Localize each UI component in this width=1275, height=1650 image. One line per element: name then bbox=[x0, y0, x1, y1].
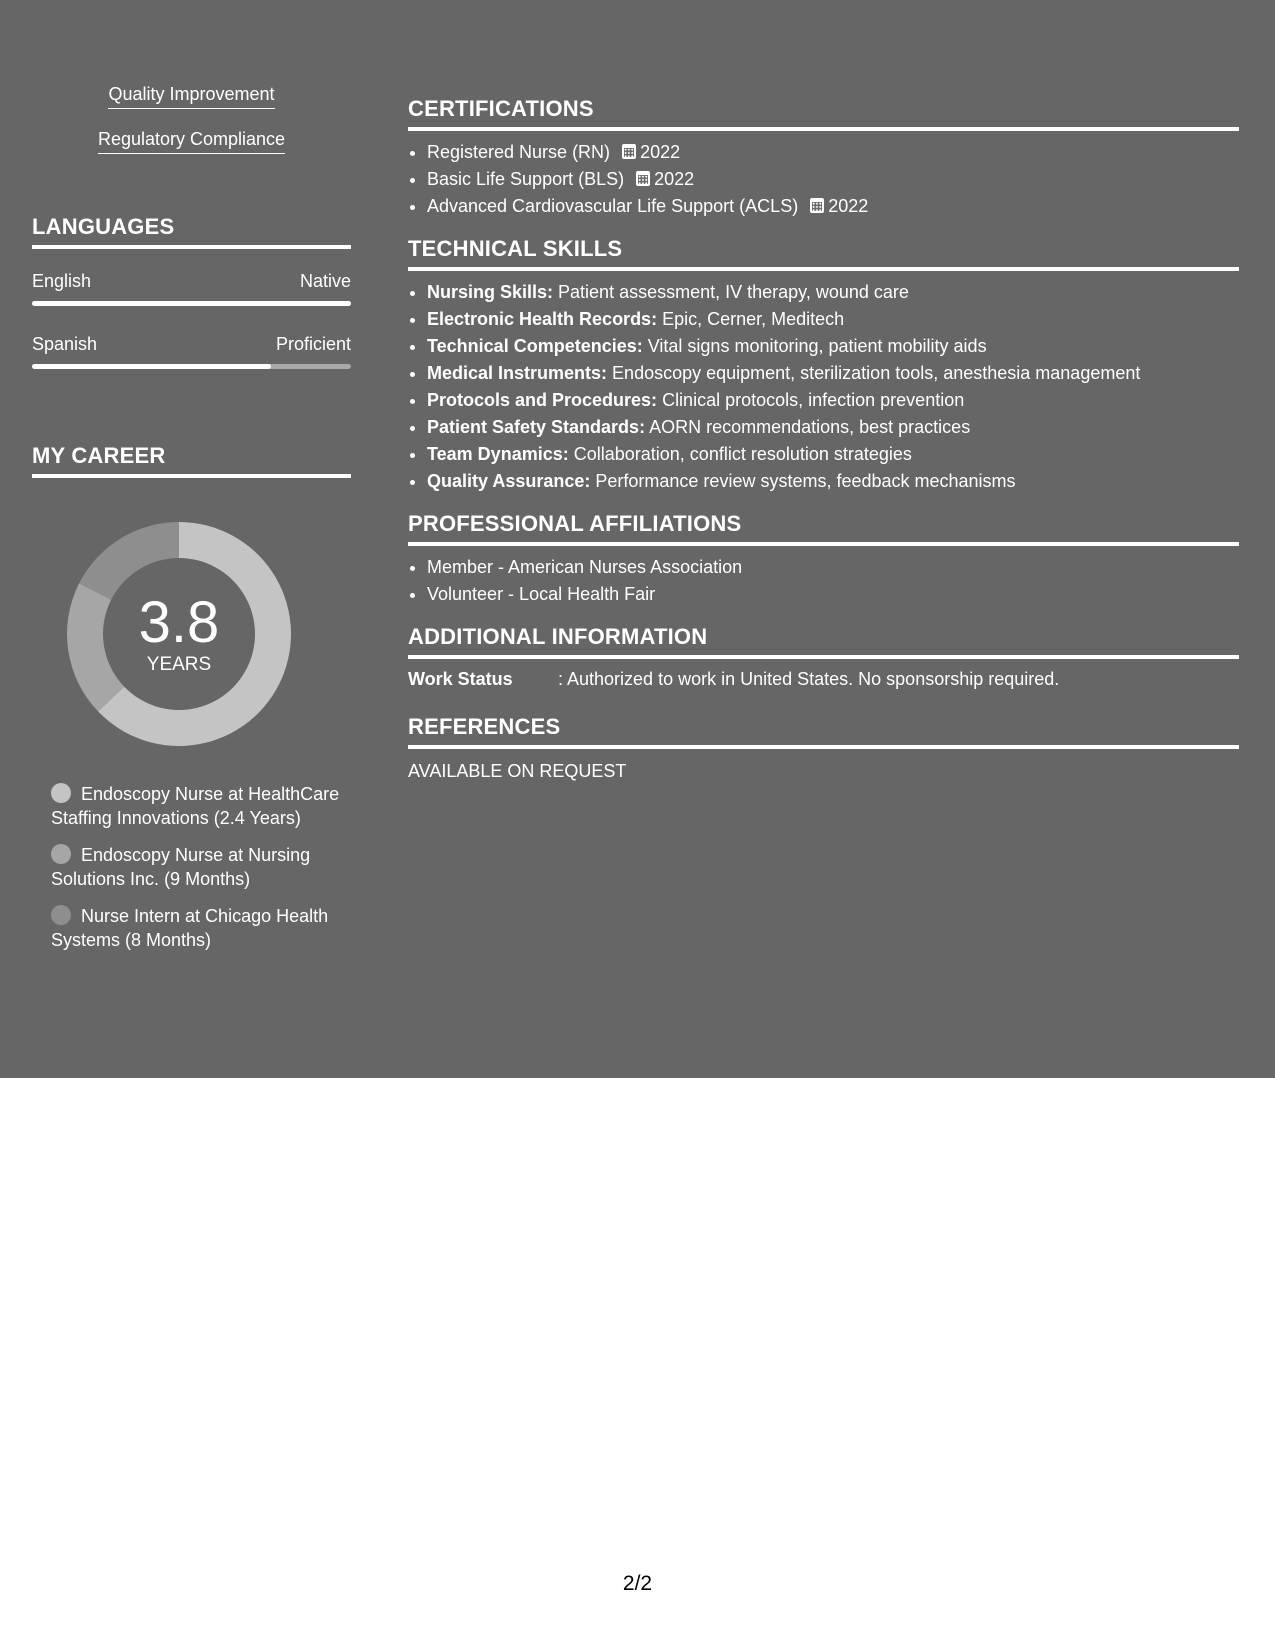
skill-item bbox=[427, 306, 1239, 333]
career-total-number: 3.8 bbox=[138, 590, 220, 655]
career-legend bbox=[32, 782, 341, 952]
skill-item bbox=[427, 387, 1239, 414]
skill-tag: Regulatory Compliance bbox=[98, 129, 285, 154]
certification-year: 2022 bbox=[654, 169, 695, 189]
language-level: Native bbox=[299, 271, 351, 291]
work-status-value: : Authorized to work in United States. No sponsorship required. bbox=[558, 669, 1060, 689]
certification-item bbox=[427, 193, 1239, 220]
donut-segment-2 bbox=[79, 522, 179, 600]
certifications-title: CERTIFICATIONS bbox=[408, 96, 1239, 131]
sidebar bbox=[32, 84, 351, 965]
language-proficiency-bar bbox=[32, 364, 351, 369]
references-title: REFERENCES bbox=[408, 714, 1239, 749]
skill-label: Nursing Skills: bbox=[427, 282, 554, 302]
language-row bbox=[32, 271, 351, 292]
skill-value: Performance review systems, feedback mechanisms bbox=[590, 471, 1016, 491]
career-legend-label: Endoscopy Nurse at Nursing Solutions Inc. (9 Months) bbox=[51, 845, 311, 889]
work-status-row bbox=[408, 669, 1239, 690]
calendar-icon bbox=[622, 144, 636, 159]
additional-info-title: ADDITIONAL INFORMATION bbox=[408, 624, 1239, 659]
career-total-unit: YEARS bbox=[146, 654, 212, 675]
language-proficiency-fill bbox=[32, 364, 271, 369]
skill-value: Patient assessment, IV therapy, wound care bbox=[553, 282, 909, 302]
language-name: English bbox=[32, 271, 92, 291]
skill-tag: Quality Improvement bbox=[108, 84, 274, 109]
skill-label: Quality Assurance: bbox=[427, 471, 591, 491]
certification-item bbox=[427, 166, 1239, 193]
legend-dot-icon bbox=[51, 844, 71, 864]
legend-dot-icon bbox=[51, 783, 71, 803]
skill-item bbox=[427, 333, 1239, 360]
skill-value: Clinical protocols, infection prevention bbox=[657, 390, 965, 410]
technical-skills-title: TECHNICAL SKILLS bbox=[408, 236, 1239, 271]
skill-tag-row bbox=[32, 129, 351, 174]
career-legend-label: Endoscopy Nurse at HealthCare Staffing Innovations (2.4 Years) bbox=[51, 784, 340, 828]
career-total bbox=[67, 590, 291, 676]
career-title: MY CAREER bbox=[32, 443, 351, 478]
affiliation-item: • Member - American Nurses Association bbox=[427, 554, 1239, 581]
skill-value: Collaboration, conflict resolution strategies bbox=[568, 444, 912, 464]
legend-dot-icon bbox=[51, 905, 71, 925]
certification-year: 2022 bbox=[828, 196, 869, 216]
skill-tag-row bbox=[32, 84, 351, 129]
skill-item bbox=[427, 279, 1239, 306]
certifications-list bbox=[408, 139, 1239, 220]
certification-name: Registered Nurse (RN) bbox=[427, 142, 611, 162]
career-legend-item bbox=[51, 782, 341, 830]
skill-label: Technical Competencies: bbox=[427, 336, 643, 356]
skill-label: Patient Safety Standards: bbox=[427, 417, 646, 437]
language-row bbox=[32, 334, 351, 355]
skill-item bbox=[427, 468, 1239, 495]
career-legend-item bbox=[51, 904, 341, 952]
career-donut-chart bbox=[67, 522, 291, 746]
skill-label: Medical Instruments: bbox=[427, 363, 608, 383]
work-status-label: Work Status bbox=[408, 669, 513, 689]
skill-item bbox=[427, 441, 1239, 468]
main-content bbox=[408, 96, 1239, 782]
calendar-icon bbox=[636, 171, 650, 186]
certification-item bbox=[427, 139, 1239, 166]
calendar-icon bbox=[810, 198, 824, 213]
page-number: 2/2 bbox=[622, 1572, 653, 1595]
skill-label: Electronic Health Records: bbox=[427, 309, 658, 329]
skill-item bbox=[427, 360, 1239, 387]
career-legend-label: Nurse Intern at Chicago Health Systems (8 Months) bbox=[51, 906, 329, 950]
career-legend-item bbox=[51, 843, 341, 891]
certification-name: Basic Life Support (BLS) bbox=[427, 169, 625, 189]
skill-value: AORN recommendations, best practices bbox=[645, 417, 971, 437]
language-level: Proficient bbox=[275, 334, 351, 354]
affiliation-item: • Volunteer - Local Health Fair bbox=[427, 581, 1239, 608]
skill-value: Epic, Cerner, Meditech bbox=[657, 309, 845, 329]
skill-label: Protocols and Procedures: bbox=[427, 390, 658, 410]
skill-value: Vital signs monitoring, patient mobility aids bbox=[642, 336, 987, 356]
technical-skills-list bbox=[408, 279, 1239, 495]
skill-label: Team Dynamics: bbox=[427, 444, 569, 464]
skill-value: Endoscopy equipment, sterilization tools, anesthesia management bbox=[607, 363, 1141, 383]
language-proficiency-bar bbox=[32, 301, 351, 306]
skill-item bbox=[427, 414, 1239, 441]
affiliations-title: PROFESSIONAL AFFILIATIONS bbox=[408, 511, 1239, 546]
certification-year: 2022 bbox=[640, 142, 681, 162]
language-name: Spanish bbox=[32, 334, 98, 354]
certification-name: Advanced Cardiovascular Life Support (ACLS) bbox=[427, 196, 799, 216]
language-proficiency-fill bbox=[32, 301, 351, 306]
language-item bbox=[32, 334, 351, 369]
affiliations-list bbox=[408, 554, 1239, 608]
references-text: AVAILABLE ON REQUEST bbox=[408, 761, 627, 781]
languages-title: LANGUAGES bbox=[32, 214, 351, 249]
language-item bbox=[32, 271, 351, 306]
